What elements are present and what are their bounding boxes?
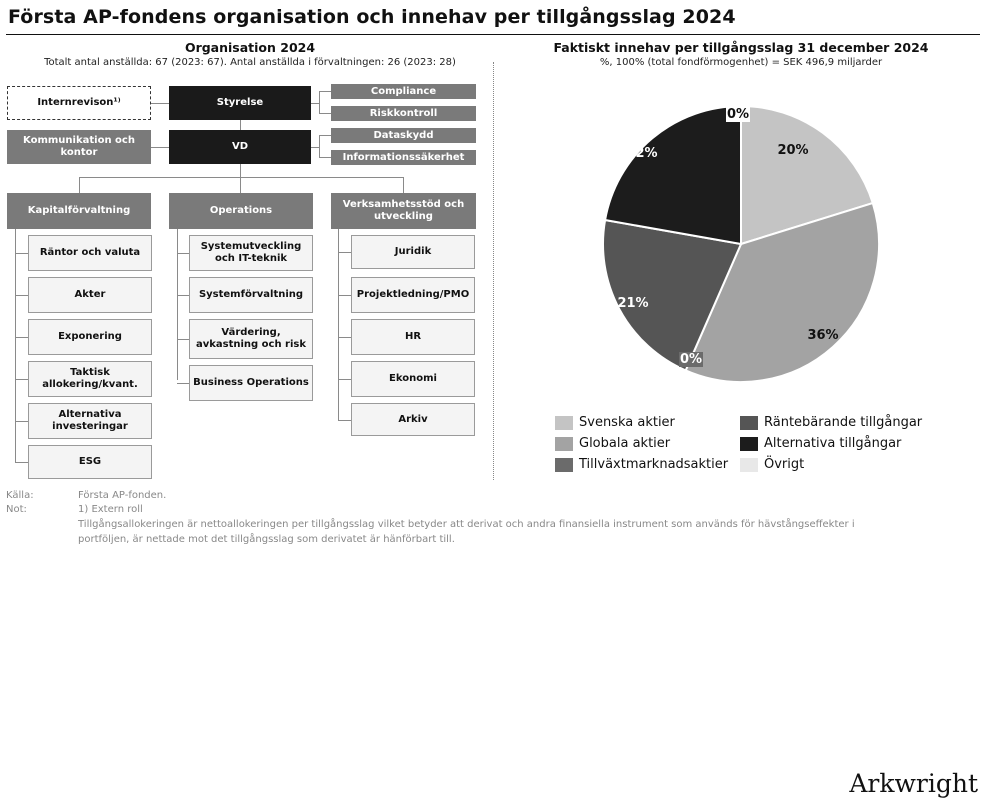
legend-item-alternativa [740, 436, 901, 451]
legend-item-rantebarande [740, 415, 922, 430]
connector [79, 177, 80, 193]
connector [177, 295, 189, 296]
department-verksamhetsstod: Verksamhetsstöd och utveckling [331, 193, 476, 229]
legend-label: Räntebärande tillgångar [764, 415, 923, 430]
connector [338, 229, 339, 420]
legend-swatch [740, 437, 758, 451]
informationssakerhet-box: Informationssäkerhet [331, 150, 476, 165]
data-label: 0% [679, 352, 703, 367]
source-text: Första AP-fonden. [78, 490, 167, 501]
data-label: 22% [626, 146, 658, 161]
legend-label: Globala aktier [579, 436, 671, 451]
data-label: 21% [617, 296, 649, 311]
connector [403, 177, 404, 193]
department-kapitalforvaltning: Kapitalförvaltning [7, 193, 151, 229]
note-line: portföljen, är nettade mot det tillgångsslag som derivatet är hänförbart till. [78, 534, 455, 545]
vd-box: VD [169, 130, 311, 164]
connector [15, 462, 28, 463]
connector [177, 253, 189, 254]
dataskydd-box: Dataskydd [331, 128, 476, 143]
department-operations: Operations [169, 193, 313, 229]
legend-swatch [740, 416, 758, 430]
brand-logo: Arkwright [849, 769, 978, 798]
connector [240, 164, 241, 193]
connector [311, 147, 319, 148]
note-line: 1) Extern roll [78, 504, 143, 515]
connector [338, 379, 351, 380]
legend-label: Svenska aktier [579, 415, 675, 430]
note-line: Tillgångsallokeringen är nettoallokeringen per tillgångsslag vilket betyder att derivat och andra finansiella instrument som används för hävstångseffekter i [78, 519, 855, 530]
unit-exponering: Exponering [28, 319, 152, 355]
connector [319, 91, 331, 92]
legend-label: Övrigt [764, 457, 805, 472]
connector [319, 113, 331, 114]
legend-swatch [555, 458, 573, 472]
legend-label: Tillväxtmarknadsaktier [579, 457, 729, 472]
connector [177, 383, 189, 384]
legend-swatch [740, 458, 758, 472]
legend-item-globala-aktier [555, 436, 670, 451]
connector [338, 337, 351, 338]
connector [15, 229, 16, 462]
connector [319, 135, 320, 158]
connector [15, 337, 28, 338]
source-label: Källa: [6, 490, 34, 501]
unit-projektledning: Projektledning/PMO [351, 277, 475, 313]
unit-akter: Akter [28, 277, 152, 313]
compliance-box: Compliance [331, 84, 476, 99]
legend-item-tillvaxtmarknadsaktier [555, 457, 728, 472]
connector [177, 339, 189, 340]
unit-alternativa-investeringar: Alternativa investeringar [28, 403, 152, 439]
unit-juridik: Juridik [351, 235, 475, 269]
connector [79, 177, 404, 178]
connector [151, 103, 169, 104]
chart-title: Faktiskt innehav per tillgångsslag 31 december 2024 [553, 40, 929, 55]
unit-rantor-och-valuta: Räntor och valuta [28, 235, 152, 271]
note-label: Not: [6, 504, 27, 515]
connector [338, 420, 351, 421]
unit-taktisk-allokering: Taktisk allokering/kvant. [28, 361, 152, 397]
page-title: Första AP-fondens organisation och innehav per tillgångsslag 2024 [8, 6, 736, 28]
unit-ekonomi: Ekonomi [351, 361, 475, 397]
unit-systemforvaltning: Systemförvaltning [189, 277, 313, 313]
legend-swatch [555, 416, 573, 430]
section-divider [493, 62, 494, 480]
pie-slice-alternativa-tillgångar [605, 106, 741, 244]
connector [15, 421, 28, 422]
internrevision-box: Internrevison¹⁾ [7, 86, 151, 120]
org-heading: Organisation 2024 [184, 40, 316, 55]
unit-business-operations: Business Operations [189, 365, 313, 401]
connector [338, 295, 351, 296]
connector [151, 147, 169, 148]
org-subheading: Totalt antal anställda: 67 (2023: 67). Antal anställda i förvaltningen: 26 (2023: 28) [44, 57, 456, 68]
connector [311, 103, 319, 104]
data-label: 20% [777, 143, 809, 158]
connector [319, 135, 331, 136]
unit-systemutveckling: Systemutveckling och IT-teknik [189, 235, 313, 271]
connector [15, 295, 28, 296]
riskkontroll-box: Riskkontroll [331, 106, 476, 121]
kommunikation-box: Kommunikation och kontor [7, 130, 151, 164]
legend-item-svenska-aktier [555, 415, 675, 430]
legend-swatch [555, 437, 573, 451]
connector [319, 157, 331, 158]
legend-label: Alternativa tillgångar [764, 436, 902, 451]
connector [15, 379, 28, 380]
unit-hr: HR [351, 319, 475, 355]
unit-arkiv: Arkiv [351, 403, 475, 436]
styrelse-box: Styrelse [169, 86, 311, 120]
connector [319, 91, 320, 114]
connector [338, 252, 351, 253]
connector [15, 253, 28, 254]
unit-esg: ESG [28, 445, 152, 479]
pie-chart [560, 80, 920, 400]
unit-vardering: Värdering, avkastning och risk [189, 319, 313, 359]
chart-subtitle: %, 100% (total fondförmogenhet) = SEK 496,9 miljarder [599, 57, 883, 68]
data-label: 0% [726, 107, 750, 122]
connector [177, 229, 178, 380]
legend-item-ovrigt [740, 457, 804, 472]
data-label: 36% [807, 328, 839, 343]
title-rule [6, 34, 980, 35]
